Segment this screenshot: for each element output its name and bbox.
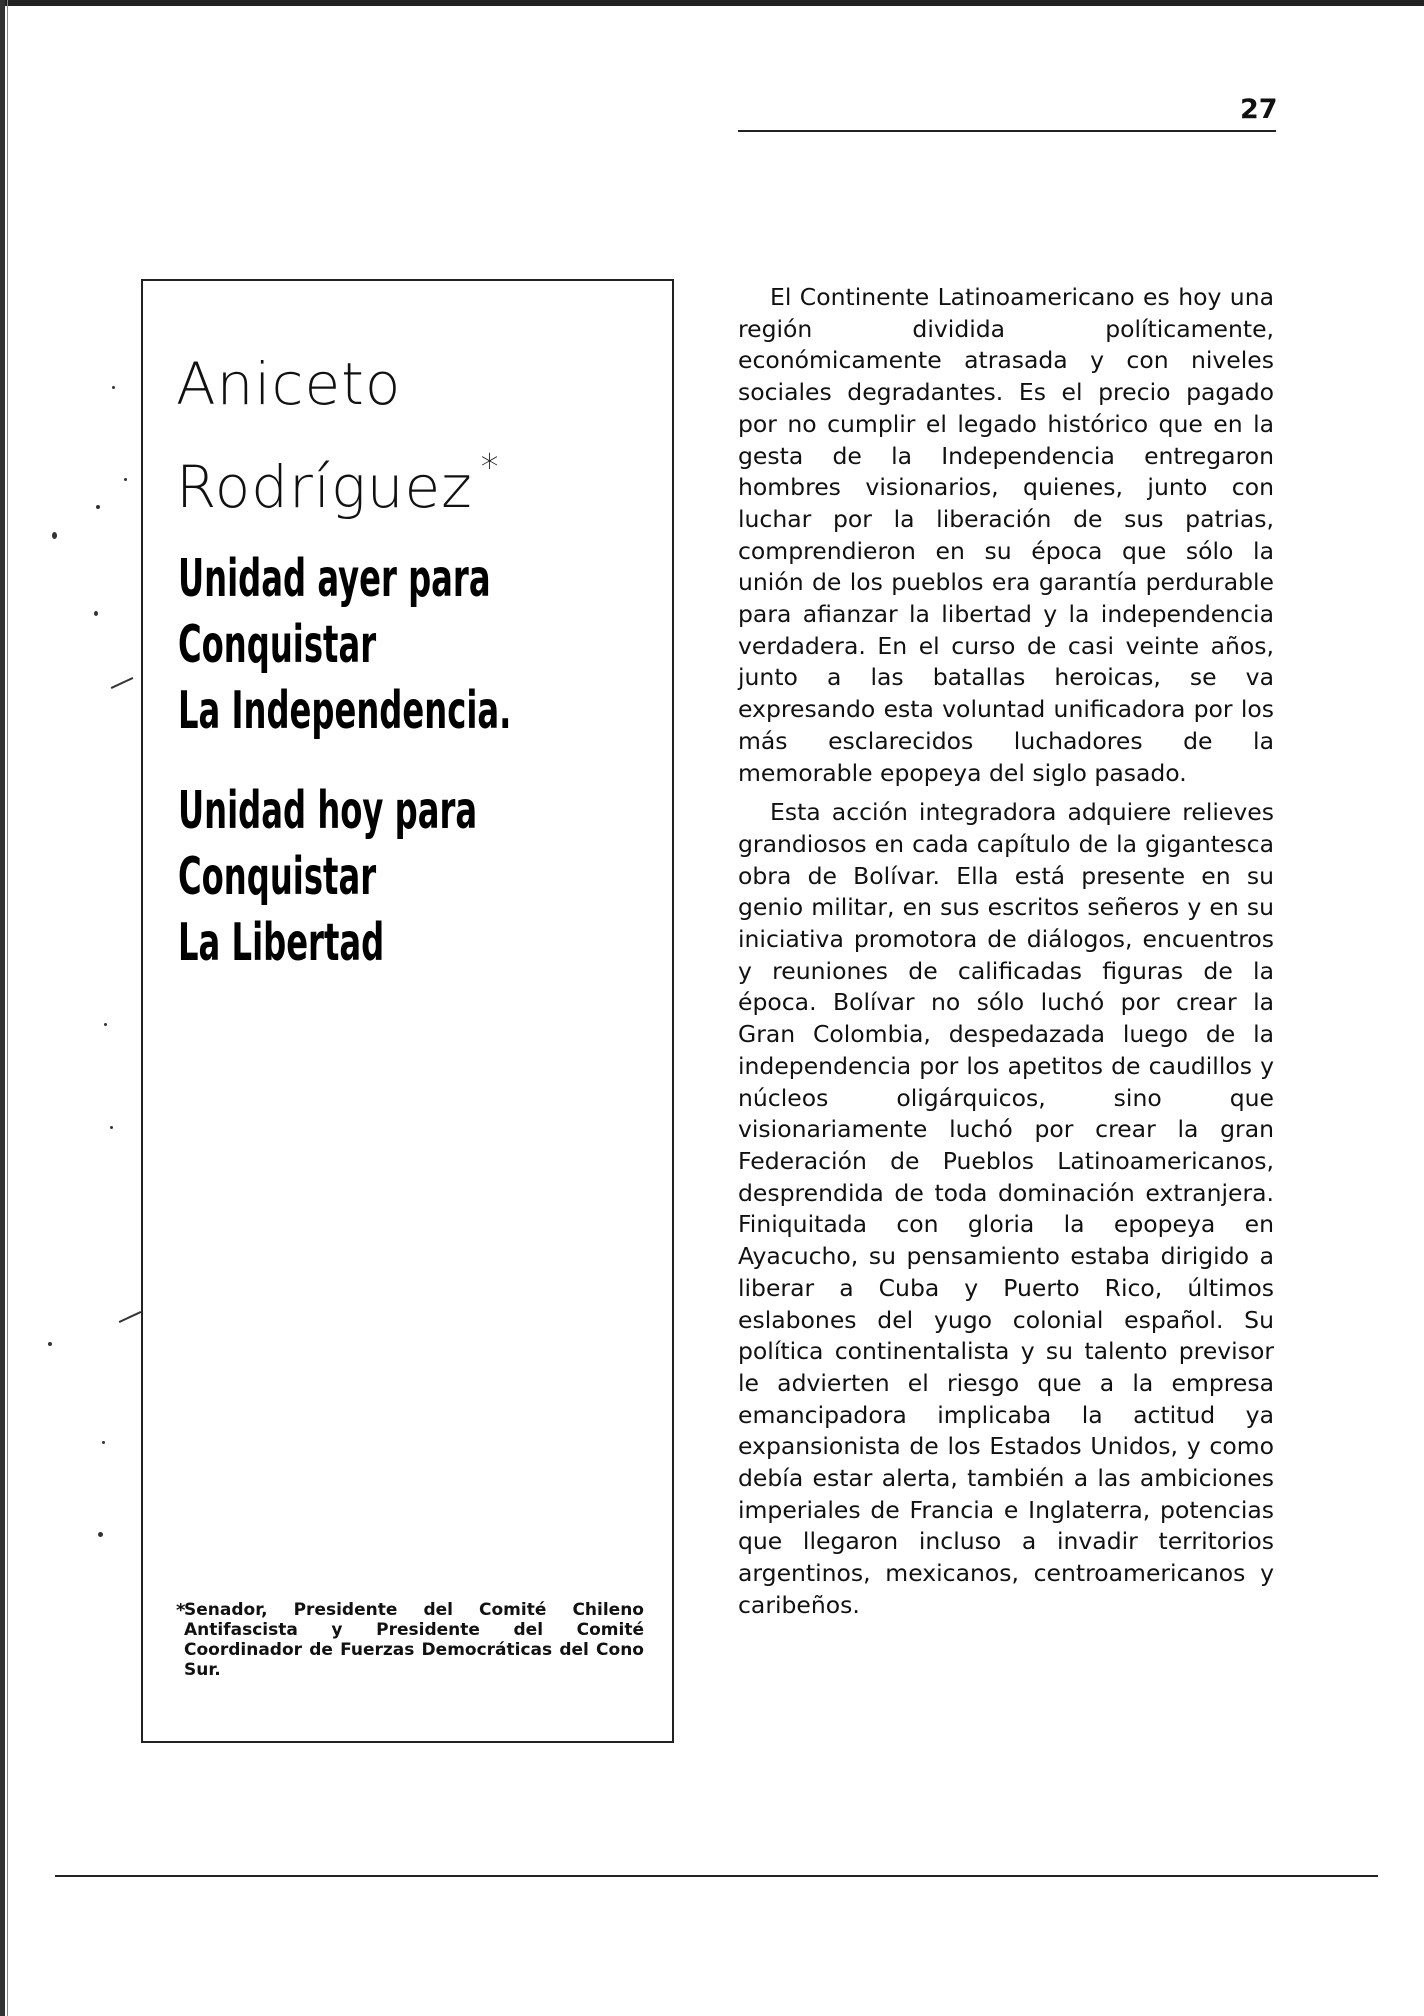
author-footnote-mark: *	[480, 447, 500, 488]
article-paragraph-1: El Continente Latinoamericano es hoy una región dividida políticamente, económicamente atrasada y con niveles sociales degradantes. Es el precio pagado por no cumplir el legado histórico que en la gesta de la Independencia entregaron hombres visionarios, quienes, junto con luchar por la liberación de sus patrias, comprendieron en su época que sólo la unión de los pueblos era garantía perdurable para afianzar la libertad y la independencia verdadera. En el curso de casi veinte años, junto a las batallas heroicas, se va expresando esta voluntad unificadora por los más esclarecidos luchadores de la memorable epopeya del siglo pasado.	[738, 283, 1274, 787]
sidebar-box-right-border	[672, 279, 674, 1743]
scan-speck	[104, 1023, 107, 1026]
scan-speck	[52, 532, 57, 539]
header-rule	[738, 130, 1276, 132]
page-top-edge	[0, 0, 1424, 6]
page-left-edge	[0, 0, 5, 2016]
scan-speck	[110, 1126, 113, 1129]
article-paragraph-2: Esta acción integradora adquiere relieves grandiosos en cada capítulo de la gigantesca obra de Bolívar. Ella está presente en su genio militar, en sus escritos señeros y en su iniciativa promotora de diálogos, encuentros y reuniones de calificadas figuras de la época. Bolívar no sólo luchó por crear la Gran Colombia, despedazada luego de la independencia por los apetitos de caudillos y núcleos oligárquicos, sino que visionariamente luchó por crear la gran Federación de Pueblos Latinoamericanos, desprendida de toda dominación extranjera. Finiquitada con gloria la epopeya en Ayacucho, su pensamiento estaba dirigido a liberar a Cuba y Puerto Rico, últimos eslabones del yugo colonial español. Su política continentalista y su talento previsor le advierten el riesgo que a la empresa emancipadora implicaba la actitud ya expansionista de los Estados Unidos, y como debía estar alerta, también a las ambiciones imperiales de Francia e Inglaterra, potencias que llegaron incluso a invadir territorios argentinos, mexicanos, centroamericanos y caribeños.	[738, 798, 1274, 1619]
sidebar-box-bottom-border	[142, 1741, 674, 1743]
scan-speck	[48, 1342, 52, 1346]
headline-unidad-hoy	[178, 778, 478, 976]
scan-speck	[124, 478, 127, 481]
scan-speck	[119, 1311, 142, 1323]
scan-speck	[111, 677, 134, 689]
headline-1-line-3: La Independencia.	[178, 681, 512, 741]
scan-speck	[98, 1532, 103, 1537]
author-last-line	[176, 426, 596, 529]
scan-speck	[112, 386, 115, 389]
author-first-name: Aniceto	[176, 350, 402, 418]
footer-rule	[55, 1875, 1378, 1877]
sidebar-box-top-border	[142, 279, 674, 281]
page-number: 27	[1240, 94, 1278, 125]
scan-speck	[96, 505, 100, 509]
author-name	[176, 342, 596, 529]
headline-2-line-1: Unidad hoy para	[178, 781, 478, 841]
headline-unidad-ayer	[178, 546, 512, 744]
page-left-edge-line	[7, 0, 8, 2016]
article-body	[738, 282, 1274, 1630]
headline-2-line-3: La Libertad	[178, 913, 385, 973]
author-footnote: Senador, Presidente del Comité Chileno Antifascista y Presidente del Comité Coordinador de Fuerzas Democráticas del Cono Sur.	[184, 1600, 644, 1680]
sidebar-box-left-border	[141, 279, 143, 1743]
headline-2-line-2: Conquistar	[178, 847, 377, 907]
scan-speck	[94, 611, 98, 616]
author-last-name: Rodríguez	[176, 453, 473, 521]
scan-speck	[102, 1441, 105, 1444]
headline-1-line-2: Conquistar	[178, 615, 377, 675]
headline-1-line-1: Unidad ayer para	[178, 549, 491, 609]
footnote-mark: *	[176, 1600, 186, 1621]
